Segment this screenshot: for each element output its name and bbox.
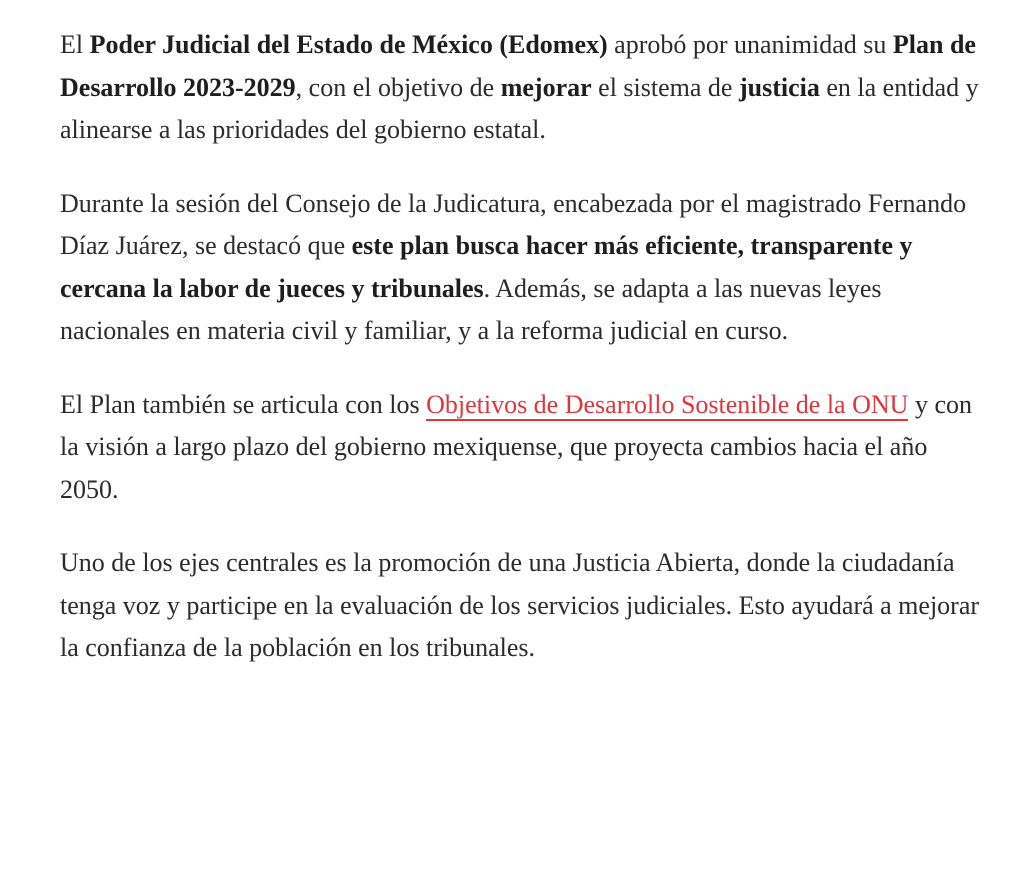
text-segment: Uno de los ejes centrales es la promoción de una Justicia Abierta, donde la ciudadanía tenga voz y participe en la evaluación de los servicios judiciales. Esto ayudará a mejorar la confianza de la población en los tribunales. xyxy=(60,548,980,662)
text-segment: y con la visión a largo plazo del gobierno mexiquense, que proyecta cambios hacia el año 2050. xyxy=(60,389,972,504)
paragraph-justicia-abierta xyxy=(60,542,980,670)
text-segment: el sistema de xyxy=(591,72,739,102)
text-segment: en la entidad y alinearse a las prioridades del gobierno estatal. xyxy=(60,72,979,144)
article-body xyxy=(60,24,980,701)
paragraph-plan-approval xyxy=(60,24,980,152)
bold-mejorar: mejorar xyxy=(500,72,592,102)
text-segment: . Además, se adapta a las nuevas leyes nacionales en materia civil y familiar, y a la reforma judicial en curso. xyxy=(60,273,882,345)
text-segment: El xyxy=(60,30,90,59)
paragraph-consejo-session xyxy=(60,183,980,353)
paragraph-ods-alignment xyxy=(60,384,980,512)
bold-justicia: justicia xyxy=(738,72,820,102)
link-ods-onu[interactable]: Objetivos de Desarrollo Sostenible de la ONU xyxy=(426,389,909,419)
bold-poder-judicial: Poder Judicial del Estado de México (Edomex) xyxy=(89,30,608,59)
bold-plan-desarrollo: Plan de Desarrollo 2023-2029 xyxy=(60,30,976,102)
text-segment: aprobó por unanimidad su xyxy=(607,30,893,59)
text-segment: El Plan también se articula con los xyxy=(60,389,427,419)
bold-plan-goal: este plan busca hacer más eficiente, transparente y cercana la labor de jueces y tribunales xyxy=(60,231,913,303)
text-segment: , con el objetivo de xyxy=(295,72,501,102)
text-segment: Durante la sesión del Consejo de la Judicatura, encabezada por el magistrado Fernando Díaz Juárez, se destacó que xyxy=(60,188,967,260)
